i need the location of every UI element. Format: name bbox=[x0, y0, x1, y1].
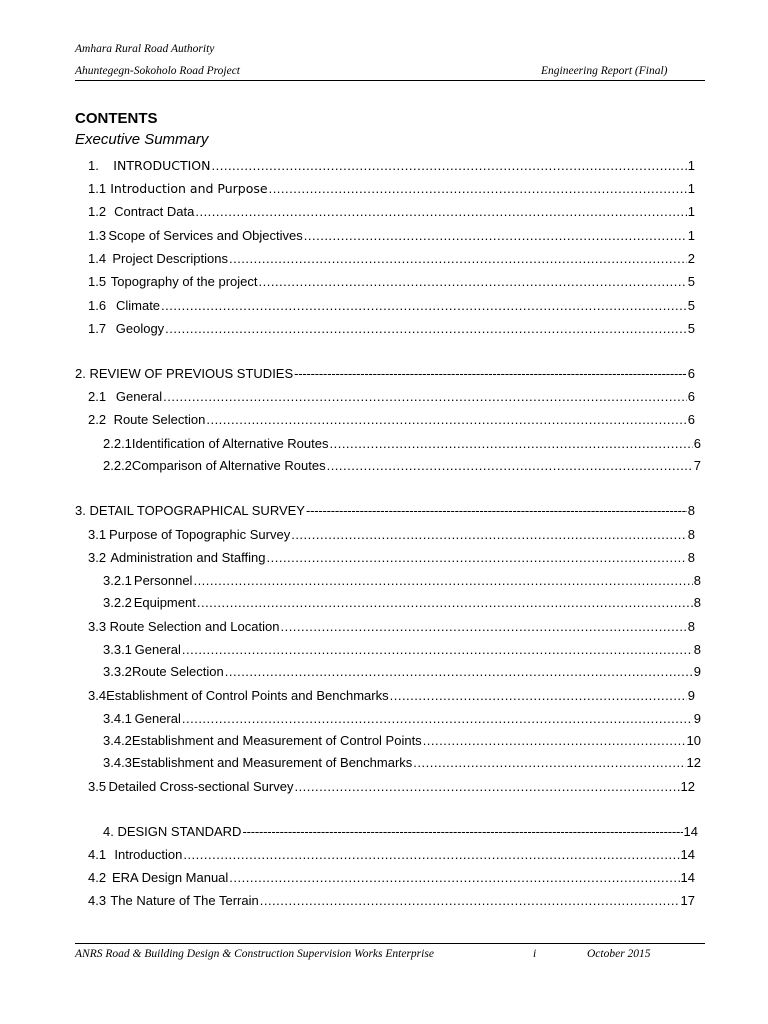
header-report-title: Engineering Report (Final) bbox=[541, 65, 668, 77]
contents-heading: CONTENTS bbox=[75, 110, 158, 127]
toc-entry[interactable]: 3.3.1 General ..... 8 bbox=[103, 642, 701, 658]
toc-chapter[interactable]: 3. DETAIL TOPOGRAPHICAL SURVEY ----- 8 bbox=[75, 503, 695, 519]
toc-entry[interactable]: 4.3 The Nature of The Terrain ..... 17 bbox=[88, 893, 695, 909]
toc-entry[interactable]: 1.3 Scope of Services and Objectives ..... 1 bbox=[88, 228, 695, 244]
toc-entry[interactable]: 2.2.1 Identification of Alternative Routes ..... 6 bbox=[103, 436, 701, 452]
toc-entry[interactable]: 1. INTRODUCTION ..... 1 bbox=[88, 158, 695, 174]
toc-entry[interactable]: 4.2 ERA Design Manual ..... 14 bbox=[88, 870, 695, 886]
toc-chapter[interactable]: 4. DESIGN STANDARD ----- 14 bbox=[103, 824, 698, 840]
toc-entry[interactable]: 3.4.1 General ..... 9 bbox=[103, 711, 701, 727]
toc-entry[interactable]: 3.2.2 Equipment ..... 8 bbox=[103, 595, 701, 611]
toc-entry[interactable]: 2.2.2 Comparison of Alternative Routes ..... 7 bbox=[103, 458, 701, 474]
header-rule bbox=[75, 80, 705, 81]
toc-entry[interactable]: 3.4.3 Establishment and Measurement of Benchmarks ..... 12 bbox=[103, 755, 701, 771]
toc-entry[interactable]: 1.6 Climate ..... 5 bbox=[88, 298, 695, 314]
footer-enterprise: ANRS Road & Building Design & Construction Supervision Works Enterprise bbox=[75, 948, 434, 960]
toc-entry[interactable]: 3.1 Purpose of Topographic Survey ..... 8 bbox=[88, 527, 695, 543]
header-organization: Amhara Rural Road Authority bbox=[75, 43, 215, 55]
toc-entry[interactable]: 3.5 Detailed Cross-sectional Survey ..... 12 bbox=[88, 779, 695, 795]
executive-summary-heading: Executive Summary bbox=[75, 131, 209, 148]
footer-page-number: i bbox=[533, 948, 537, 960]
toc-entry[interactable]: 3.2 Administration and Staffing ..... 8 bbox=[88, 550, 695, 566]
toc-entry[interactable]: 3.4.2 Establishment and Measurement of Control Points ..... 10 bbox=[103, 733, 701, 749]
toc-entry[interactable]: 1.2 Contract Data ..... 1 bbox=[88, 204, 695, 220]
toc-entry[interactable]: 3.2.1 Personnel ..... 8 bbox=[103, 573, 701, 589]
toc-entry[interactable]: 3.3 Route Selection and Location ..... 8 bbox=[88, 619, 695, 635]
toc-chapter[interactable]: 2. REVIEW OF PREVIOUS STUDIES ----- 6 bbox=[75, 366, 695, 382]
toc-entry[interactable]: 4.1 Introduction ..... 14 bbox=[88, 847, 695, 863]
toc-entry[interactable]: 2.1 General ..... 6 bbox=[88, 389, 695, 405]
header-project: Ahuntegegn-Sokoholo Road Project bbox=[75, 65, 241, 77]
toc-entry[interactable]: 3.3.2 Route Selection ..... 9 bbox=[103, 664, 701, 680]
footer-date: October 2015 bbox=[587, 948, 651, 960]
toc-entry[interactable]: 3.4 Establishment of Control Points and Benchmarks ..... 9 bbox=[88, 688, 695, 704]
footer-rule bbox=[75, 943, 705, 944]
toc-entry[interactable]: 1.4 Project Descriptions ..... 2 bbox=[88, 251, 695, 267]
toc-entry[interactable]: 1.7 Geology ..... 5 bbox=[88, 321, 695, 337]
toc-entry[interactable]: 2.2 Route Selection ..... 6 bbox=[88, 412, 695, 428]
toc-entry[interactable]: 1.1 Introduction and Purpose ..... 1 bbox=[88, 181, 695, 197]
toc-entry[interactable]: 1.5 Topography of the project ..... 5 bbox=[88, 274, 695, 290]
